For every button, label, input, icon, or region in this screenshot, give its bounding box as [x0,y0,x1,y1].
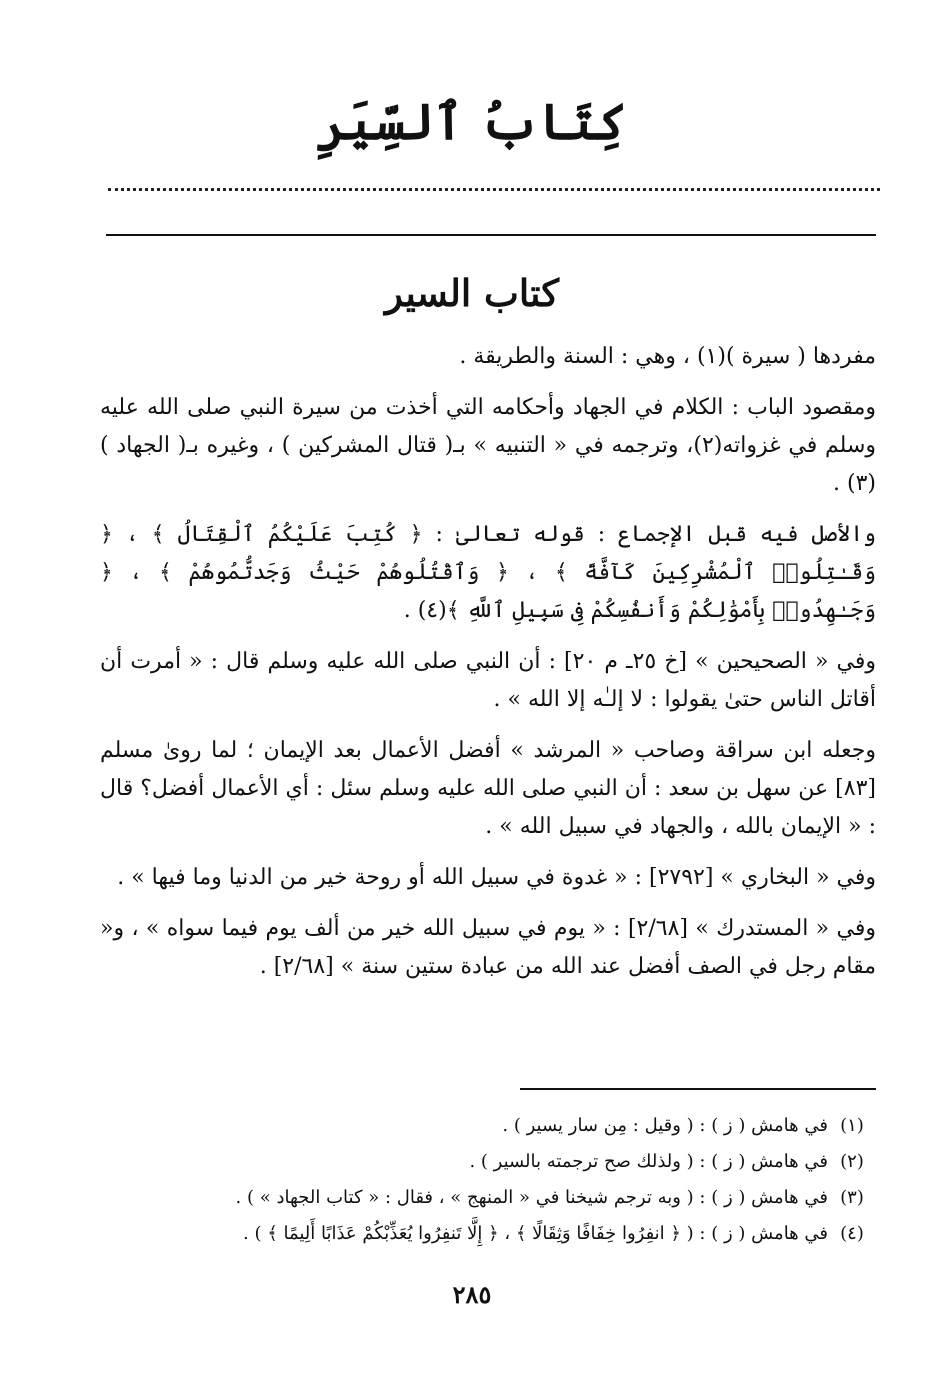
footnote-text: في هامش ( ز ) : ( وبه ترجم شيخنا في « المنهج » ، فقال : « كتاب الجهاد » ) . [235,1187,828,1208]
paragraph: والأصل فيه قبل الإجماع : قوله تعالىٰ : ﴿ كُتِبَ عَلَيْكُمُ ٱلْقِتَالُ ﴾ ، ﴿ وَقَـٰتِلُوا۟ ٱلْمُشْرِكِينَ كَآفَّةً ﴾ ، ﴿ وَٱقْتُلُوهُمْ حَيْثُ وَجَدتُّمُوهُمْ ﴾ ، ﴿ وَجَـٰهِدُوا۟ بِأَمْوَٰلِكُمْ وَأَنفُسِكُمْ فِى سَبِيلِ ٱللَّهِ ﴾(٤) . [100,522,876,623]
footnote-text: في هامش ( ز ) : ( ولذلك صح ترجمته بالسير ) . [469,1151,828,1172]
footnote-number: (٢) [840,1151,864,1172]
paragraph: وفي « البخاري » [٢٧٩٢] : « غدوة في سبيل الله أو روحة خير من الدنيا وما فيها » . [117,865,876,890]
footnote-item [100,1216,876,1252]
paragraph: وفي « الصحيحين » [خ ٢٥ـ م ٢٠] : أن النبي صلى الله عليه وسلم قال : « أمرت أن أقاتل الناس حتىٰ يقولوا : لا إلـٰه إلا الله » . [100,649,876,712]
header-rule [106,234,876,236]
footnote-number: (٤) [840,1223,864,1244]
footnotes [100,1108,876,1252]
page-number: ٢٨٥ [452,1280,492,1309]
footnote-item [100,1108,876,1144]
footnote-text: في هامش ( ز ) : ( ﴿ انفِرُوا خِفَافًا وَثِقَالًا ﴾ ، ﴿ إِلَّا تَنفِرُوا يُعَذِّبْكُمْ عَذَابًا أَلِيمًا ﴾ ) . [243,1223,828,1244]
footnote-item [100,1144,876,1180]
dotted-divider [108,188,880,191]
main-text [100,338,876,999]
paragraph: وفي « المستدرك » [٢/٦٨] : « يوم في سبيل الله خير من ألف يوم فيما سواه » ، و« مقام رجل في الصف أفضل عند الله من عبادة ستين سنة » [٢/٦٨] . [100,916,876,979]
footnote-rule [520,1088,876,1090]
footnote-number: (١) [840,1115,864,1136]
paragraph: ومقصود الباب : الكلام في الجهاد وأحكامه التي أخذت من سيرة النبي صلى الله عليه وسلم في غزواته(٢)، وترجمه في « التنبيه » بـ( قتال المشركين ) ، وغيره بـ( الجهاد )(٣) . [100,395,877,496]
paragraph: وجعله ابن سراقة وصاحب « المرشد » أفضل الأعمال بعد الإيمان ؛ لما روىٰ مسلم [٨٣] عن سهل بن سعد : أن النبي صلى الله عليه وسلم سئل : أي الأعمال أفضل؟ قال : « الإيمان بالله ، والجهاد في سبيل الله » . [100,738,876,839]
chapter-title: كِتَابُ ٱلسِّيَرِ [316,92,628,151]
paragraph: مفردها ( سيرة )(١) ، وهي : السنة والطريقة . [459,344,876,369]
footnote-text: في هامش ( ز ) : ( وقيل : مِن سار يسير ) . [502,1115,828,1136]
footnote-item [100,1180,876,1216]
section-title: كتاب السير [385,271,559,315]
footnote-number: (٣) [840,1187,864,1208]
